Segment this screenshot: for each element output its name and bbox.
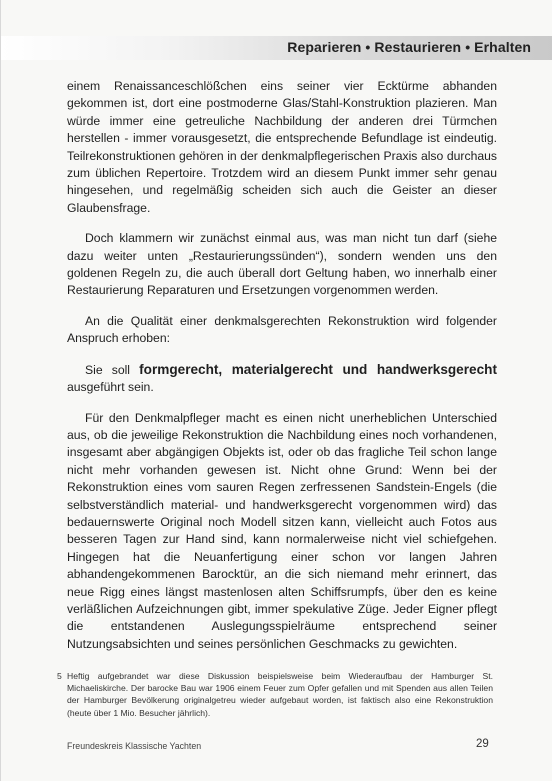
page-number: 29	[476, 738, 489, 750]
paragraph-2: Doch klammern wir zunächst einmal aus, was man nicht tun darf (siehe dazu weiter unten „Restaurierungssünden“), sondern wenden uns den goldenen Regeln zu, die auch überall dort Geltung haben, wo innerhalb einer Restaurierung Reparaturen und Ersetzungen vorgenommen werden.	[67, 231, 497, 298]
footer-publisher: Freundeskreis Klassische Yachten	[67, 741, 202, 751]
paragraph-3: An die Qualität einer denkmalsgerechten Rekonstruktion wird folgender Anspruch erhoben:	[67, 313, 497, 346]
body-text	[67, 78, 497, 653]
paragraph-5: Für den Denkmalpfleger macht es einen nicht unerheblichen Unterschied aus, ob die jeweilige Rekonstruktion die Nachbildung eines noch vorhandenen, insgesamt aber abgängigen Objekts ist, oder ob das fragliche Teil schon lange nicht mehr vorhanden gewesen ist. Nicht ohne Grund: Wenn bei der Rekonstruktion eines vom sauren Regen zerfressenen Sandstein-Engels (die selbstverständlich material- und handwerksgerecht vorgenommen wird) das bedauernswerte Original noch Modell sitzen kann, vielleicht auch Fotos aus besseren Tagen zur Hand sind, kann normalerweise nicht viel schiefgehen. Hingegen hat die Neuanfertigung einer schon vor langen Jahren abhandengekommenen Barocktür, an die sich niemand mehr erinnert, das neue Rigg eines längst mastenlosen alten Schiffsrumpfs, über den es keine verläßlichen Aufzeichnungen gibt, immer spekulative Züge. Jeder Eigner pflegt die entstandenen Auslegungsspielräume entsprechend seiner Nutzungsabsichten und seines persönlichen Geschmacks zu gewichten.	[67, 410, 497, 651]
paragraph-4	[67, 361, 497, 397]
paragraph-4-post: ausgeführt sein.	[67, 380, 154, 395]
paragraph-4-pre: Sie soll	[85, 362, 140, 377]
footnote-number: 5	[57, 671, 62, 681]
running-header: Reparieren • Restaurieren • Erhalten	[287, 39, 531, 55]
emphasized-rule: formgerecht, materialgerecht und handwerksgerecht	[139, 361, 497, 377]
footnote-text: Heftig aufgebrandet war diese Diskussion beispielsweise beim Wiederaufbau der Hamburger St. Michaeliskirche. Der barocke Bau war 1906 einem Feuer zum Opfer gefallen und mit Spenden aus allen Teilen der Hamburger Bevölkerung originalgetreu wieder aufgebaut worden, ist faktisch also eine Rekonstruktion (heute über 1 Mio. Besucher jährlich).	[67, 671, 493, 718]
footnote	[57, 670, 493, 719]
paragraph-1: einem Renaissanceschlößchen eins seiner vier Ecktürme abhanden gekommen ist, dort eine postmoderne Glas/Stahl-Konstruktion plazieren. Man würde immer eine getreuliche Nachbildung der anderen drei Türmchen herstellen - immer vorausgesetzt, die entsprechende Befundlage ist eindeutig. Teilrekonstruktionen gehören in der denkmalpflegerischen Praxis also durchaus zum üblichen Repertoire. Trotzdem wird an diesem Punkt immer sehr genau hingesehen, und regelmäßig scheiden sich auch die Geister an dieser Glaubensfrage.	[67, 79, 497, 215]
